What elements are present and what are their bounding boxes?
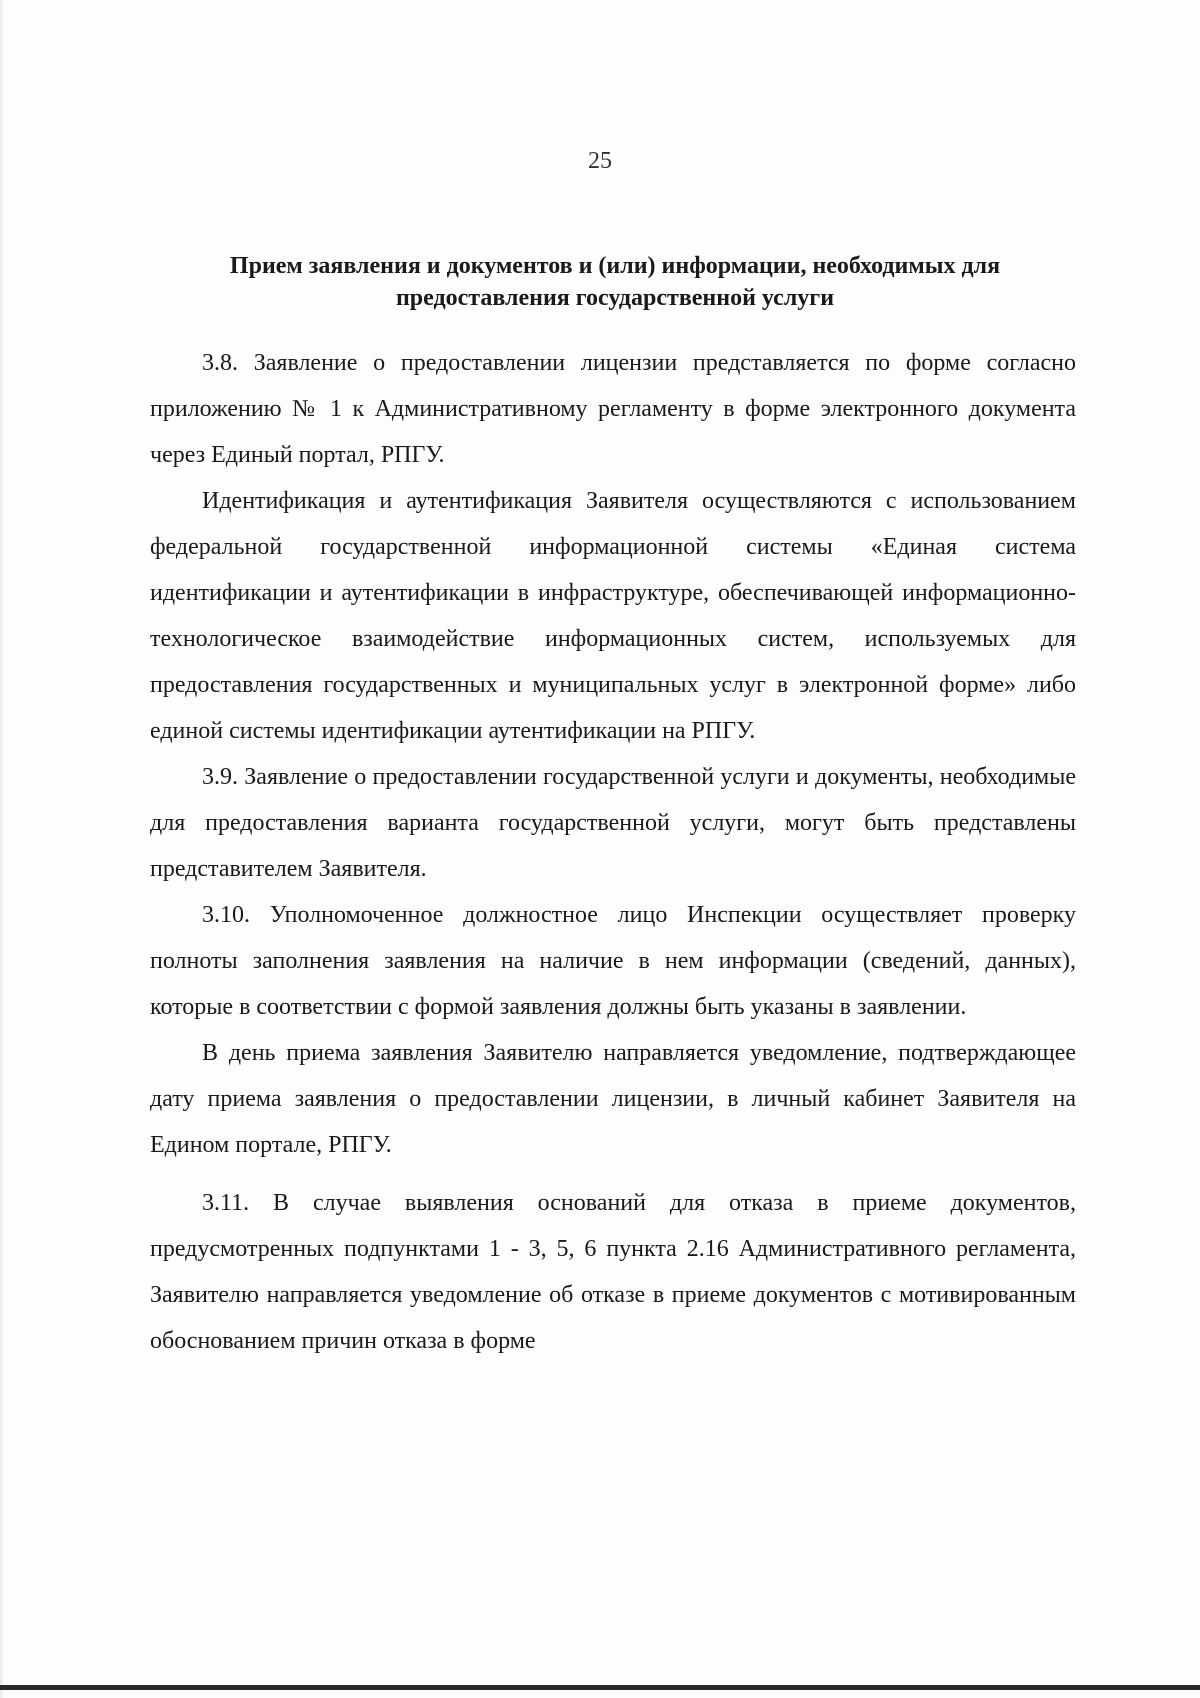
paragraph-notification: В день приема заявления Заявителю направляется уведомление, подтверждающее дату приема заявления о предоставлении лицензии, в личный кабинет Заявителя на Едином портале, РПГУ.	[150, 1040, 1076, 1158]
scan-left-edge	[0, 0, 4, 1698]
paragraph-identification: Идентификация и аутентификация Заявителя осуществляются с использованием федеральной государственной информационной системы «Единая система идентификации и аутентификации в инфраструктуре, обеспечивающей информационно-технологическое взаимодействие информационных систем, используемых для предоставления государственных и муниципальных услуг в электронной форме» либо единой системы идентификации аутентификации на РПГУ.	[150, 488, 1076, 744]
paragraph-3-11: 3.11. В случае выявления оснований для отказа в приеме документов, предусмотренных подпунктами 1 - 3, 5, 6 пункта 2.16 Административного регламента, Заявителю направляется уведомление об отказе в приеме документов с мотивированным обоснованием причин отказа в форме	[150, 1190, 1076, 1354]
document-body	[150, 340, 1076, 1364]
paragraph-3-10: 3.10. Уполномоченное должностное лицо Инспекции осуществляет проверку полноты заполнения заявления на наличие в нем информации (сведений, данных), которые в соответствии с формой заявления должны быть указаны в заявлении.	[150, 902, 1076, 1020]
section-heading: Прием заявления и документов и (или) информации, необходимых для предоставления государственной услуги	[229, 253, 1001, 311]
paragraph-3-9: 3.9. Заявление о предоставлении государственной услуги и документы, необходимые для предоставления варианта государственной услуги, могут быть представлены представителем Заявителя.	[150, 764, 1076, 882]
scan-bottom-edge	[0, 1685, 1200, 1690]
paragraph-3-8: 3.8. Заявление о предоставлении лицензии представляется по форме согласно приложению № 1 к Административному регламенту в форме электронного документа через Единый портал, РПГУ.	[150, 350, 1076, 468]
page-number: 25	[588, 148, 612, 174]
